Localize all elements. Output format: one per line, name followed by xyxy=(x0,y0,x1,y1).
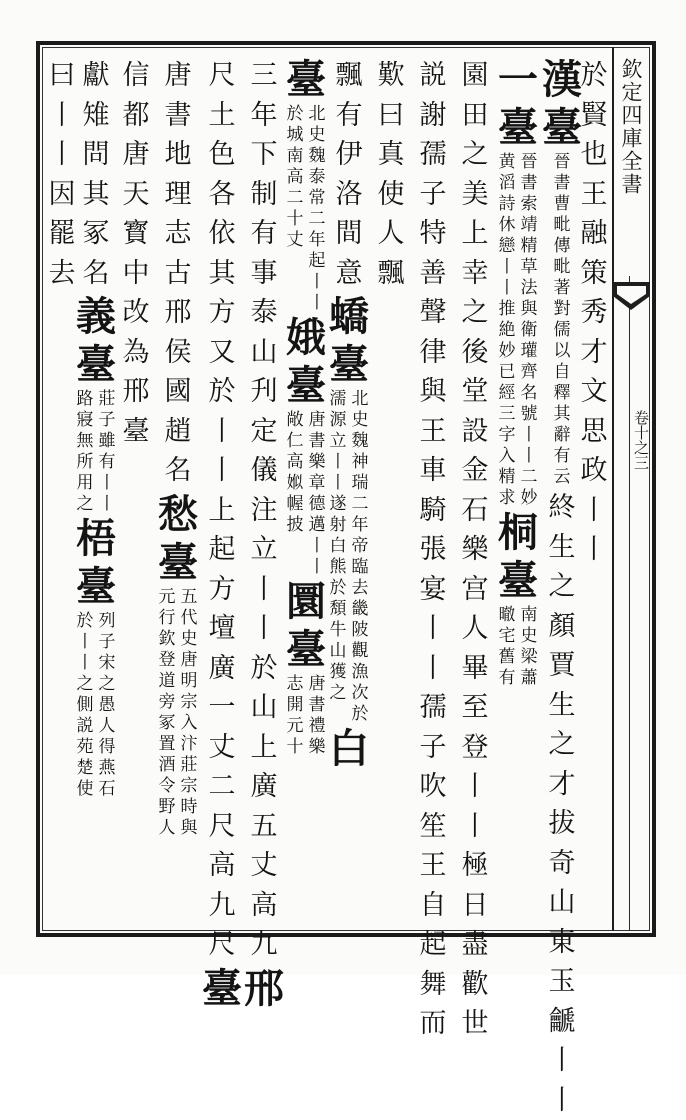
headword: 臺 xyxy=(286,626,326,673)
headword: 白 xyxy=(329,725,369,772)
annotation-line: 黄 滔 詩 休 戀 丨 丨 推 絶 妙 已 經 三 字 入 精 求 xyxy=(498,152,516,508)
annotation-line: 晉 書 索 靖 精 草 法 與 衛 瓘 齊 名 號 丨 丨 二 妙 xyxy=(520,152,538,508)
headword: 娥 xyxy=(286,314,326,361)
main-text: 於 賢 也 王 融 策 秀 xyxy=(580,60,608,328)
headword: 臺 xyxy=(202,964,242,1012)
annotation-line: 列 子 宋 之 愚 人 得 燕 石 xyxy=(98,611,116,799)
annotation-line: 唐 書 禮 樂 xyxy=(308,674,326,757)
main-text: 曰 丨 丨 因 罷 去 xyxy=(48,60,76,289)
main-text: 終 生 之 顏 賈 生 之 才 拔 奇 山 東 玉 䶵 丨 丨 xyxy=(548,492,576,1116)
headword: 臺 xyxy=(329,341,369,388)
margin-volume: 卷十之三 xyxy=(632,410,650,470)
headword: 臺 xyxy=(158,538,198,586)
annotation-line: 莊 子 雖 有 丨 丨 xyxy=(98,389,116,514)
headword: 義 xyxy=(76,293,116,340)
headword: 臺 xyxy=(498,557,538,604)
headword: 臺 xyxy=(286,362,326,409)
annotation-line: 志 開 元 十 xyxy=(286,674,304,757)
main-text: 説 謝 孺 子 特 善 聲 律 與 王 車 騎 張 宴 丨 丨 孺 子 吹 笙 王 自 起 舞 而 xyxy=(419,60,447,1039)
headword: 臺 xyxy=(286,56,326,103)
headword: 臺 xyxy=(76,341,116,388)
annotation-line: 敞 仁 高 娰 幄 披 xyxy=(286,410,304,535)
main-text: 三 年 下 制 有 事 泰 山 刋 定 儀 注 立 丨 丨 於 山 上 廣 五 丈 高 九 xyxy=(250,60,278,960)
annotation-line: 於 城 南 高 二 十 丈 xyxy=(286,104,304,250)
main-text: 信 都 唐 天 寳 中 改 為 邢 臺 xyxy=(122,60,150,447)
main-text: 唐 書 地 理 志 古 邢 侯 國 趙 名 xyxy=(164,60,192,486)
headword: 梧 xyxy=(76,515,116,562)
main-text: 才 文 思 政 xyxy=(580,336,608,486)
annotation-line: 北 史 魏 泰 常 二 年 起 丨 丨 xyxy=(308,104,326,313)
headword: 圜 xyxy=(286,578,326,625)
annotation-line: 於 丨 丨 之 側 説 苑 楚 使 xyxy=(76,611,94,799)
annotation-line: 北 史 魏 神 瑞 二 年 帝 臨 去 畿 陂 觀 漁 次 於 xyxy=(351,389,369,724)
headword: 桐 xyxy=(498,509,538,556)
headword: 臺 xyxy=(498,104,538,151)
headword: 臺 xyxy=(542,104,582,151)
headword: 蟜 xyxy=(329,293,369,340)
main-text: 丨 丨 xyxy=(580,494,608,565)
headword: 臺 xyxy=(76,563,116,610)
annotation-line: 濡 源 立 丨 丨 遂 射 白 熊 於 頽 牛 山 獲 之 xyxy=(329,389,347,703)
main-text: 獻 雉 問 其 冢 名 xyxy=(82,60,110,289)
annotation-line: 五 代 史 唐 明 宗 入 汴 莊 宗 時 與 xyxy=(180,586,198,838)
margin-book-title: 欽定四庫全書 xyxy=(619,58,643,196)
annotation-line: 㬚 宅 舊 有 xyxy=(498,605,516,688)
headword: 一 xyxy=(498,56,538,103)
main-text: 歎 曰 真 使 人 飄 xyxy=(377,60,405,289)
main-text: 園 田 之 美 上 幸 之 後 堂 設 金 石 樂 宫 人 畢 至 登 丨 丨 極 日 盡 歡 世 xyxy=(461,60,489,1039)
headword: 愁 xyxy=(158,490,198,538)
annotation-line: 路 寢 無 所 用 之 xyxy=(76,389,94,514)
center-margin-rule xyxy=(629,276,630,931)
headword: 邢 xyxy=(244,964,284,1012)
annotation-line: 元 行 欽 登 道 旁 冢 置 酒 令 野 人 xyxy=(158,586,176,838)
headword: 漢 xyxy=(542,56,582,103)
main-text: 尺 土 色 各 依 其 方 又 於 丨 丨 上 起 方 壇 廣 一 丈 二 尺 高 九 尺 xyxy=(208,60,236,960)
text-column xyxy=(36,56,88,926)
main-text: 飄 有 伊 洛 間 意 xyxy=(335,60,363,289)
annotation-line: 南 史 梁 蕭 xyxy=(520,605,538,688)
annotation-line: 晉 書 曹 毗 傳 毗 著 對 儒 以 自 釋 其 辭 有 云 xyxy=(553,152,571,487)
annotation-line: 唐 書 樂 章 德 邁 丨 丨 xyxy=(308,410,326,577)
